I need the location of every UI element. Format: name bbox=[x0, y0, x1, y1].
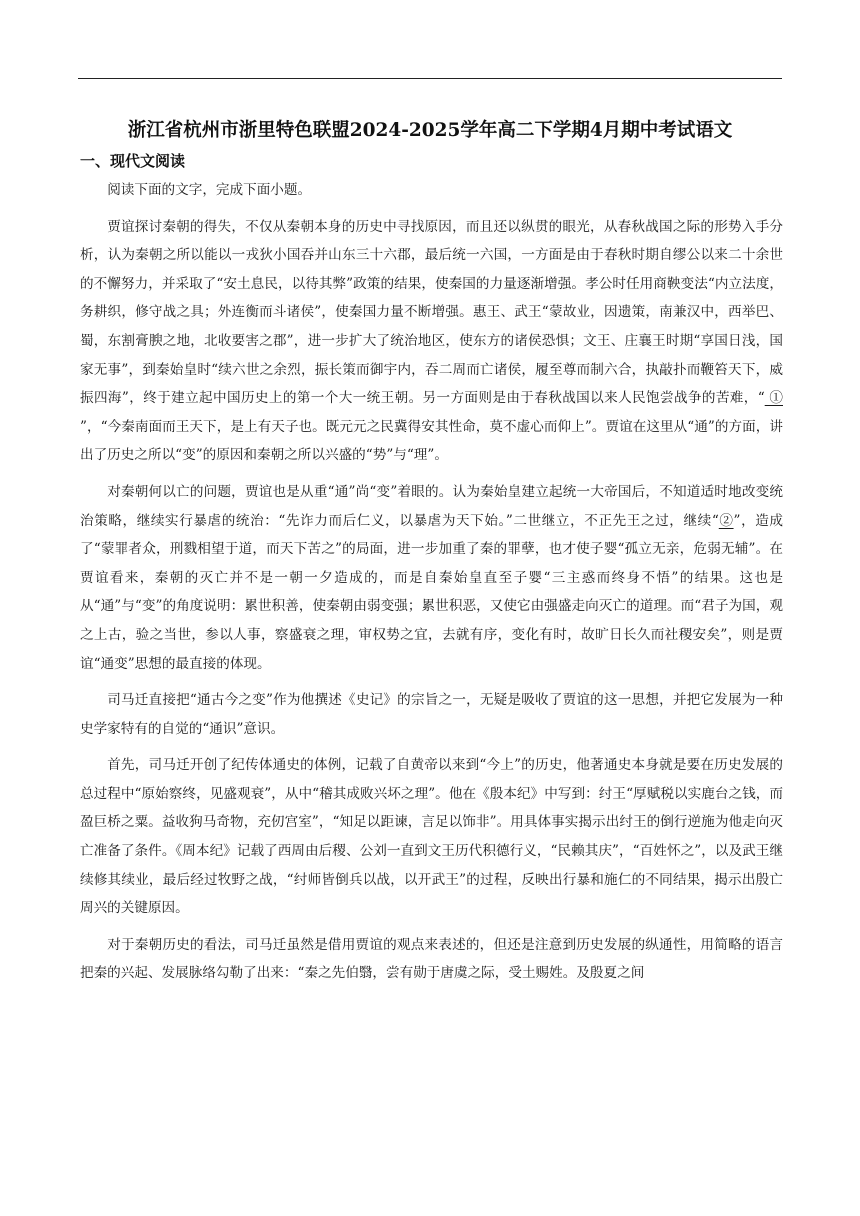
instruction-paragraph: 阅读下面的文字，完成下面小题。 bbox=[107, 182, 312, 198]
paragraph-1-text-b: ”，“今秦南面而王天下，是上有天子也。既元元之民冀得安其性命，莫不虚心而仰上”。贾谊在这里从“通”的方面，讲出了历史之所以“变”的原因和秦朝之所以兴盛的“势”与“理”。 bbox=[80, 418, 783, 464]
document-title: 浙江省杭州市浙里特色联盟2024-2025学年高二下学期4月期中考试语文 bbox=[127, 120, 733, 141]
section-heading: 一、现代文阅读 bbox=[80, 152, 186, 170]
paragraph-5: 对于秦朝历史的看法，司马迁虽然是借用贾谊的观点来表述的，但还是注意到历史发展的纵通性，用简略的语言把秦的兴起、发展脉络勾勒了出来：“秦之先伯翳，尝有勋于唐虞之际，受土赐姓。及殷夏之间 bbox=[80, 936, 783, 982]
header-rule bbox=[78, 78, 782, 79]
paragraph-2 bbox=[80, 478, 783, 678]
paragraph-1 bbox=[80, 213, 783, 470]
blank-2: ② bbox=[718, 512, 734, 529]
paragraph-2-text-b: ”，造成了“蒙罪者众，刑戮相望于道，而天下苦之”的局面，进一步加重了秦的罪孽，也才使子婴“孤立无亲，危弱无辅”。在贾谊看来，秦朝的灭亡并不是一朝一夕造成的，而是自秦始皇直至子婴“三主惑而终身不悟”的结果。这也是从“通”与“变”的角度说明：累世积善，使秦朝由弱变强；累世积恶，又使它由强盛走向灭亡的道理。而“君子为国，观之上古，验之当世，参以人事，察盛衰之理，审权势之宜，去就有序，变化有时，故旷日长久而社稷安矣”，则是贾谊“通变”思想的最直接的体现。 bbox=[80, 512, 784, 672]
paragraph-3: 司马迁直接把“通古今之变”作为他撰述《史记》的宗旨之一，无疑是吸收了贾谊的这一思想，并把它发展为一种史学家特有的自觉的“通识”意识。 bbox=[80, 692, 783, 737]
blank-1: ① bbox=[764, 390, 783, 407]
paragraph-1-text-a: 贾谊探讨秦朝的得失，不仅从秦朝本身的历史中寻找原因，而且还以纵贯的眼光，从春秋战国之际的形势入手分析，认为秦朝之所以能以一戎狄小国吞并山东三十六郡，最后统一六国，一方面是由于春秋时期自缪公以来二十余世的不懈努力，并采取了“安土息民，以待其弊”政策的结果，使秦国的力量逐渐增强。孝公时任用商鞅变法“内立法度，务耕织，修守战之具；外连衡而斗诸侯”，使秦国力量不断增强。惠王、武王“蒙故业，因遗策，南兼汉中，西举巴、蜀，东割膏腴之地，北收要害之郡”，进一步扩大了统治地区，使东方的诸侯恐惧；文王、庄襄王时期“享国日浅，国家无事”，到秦始皇时“续六世之余烈，振长策而御宇内，吞二周而亡诸侯，履至尊而制六合，执敲扑而鞭笞天下，威振四海”，终于建立起中国历史上的第一个大一统王朝。另一方面则是由于春秋战国以来人民饱尝战争的苦难，“ bbox=[80, 218, 783, 407]
paragraph-4: 首先，司马迁开创了纪传体通史的体例，记载了自黄帝以来到“今上”的历史，他著通史本身就是要在历史发展的总过程中“原始察终，见盛观衰”，从中“稽其成败兴坏之理”。他在《殷本纪》中写到：纣王“厚赋税以实鹿台之钱，而盈巨桥之粟。益收狗马奇物，充仞宫室”，“知足以距谏，言足以饰非”。用具体事实揭示出纣王的倒行逆施为他走向灭亡准备了条件。《周本纪》记载了西周由后稷、公刘一直到文王历代积德行义，“民赖其庆”，“百姓怀之”，以及武王继续修其续业，最后经过牧野之战，“纣师皆倒兵以战，以开武王”的过程，反映出行暴和施仁的不同结果，揭示出殷亡周兴的关键原因。 bbox=[80, 757, 783, 917]
paragraph-2-text-a: 对秦朝何以亡的问题，贾谊也是从重“通”尚“变”着眼的。认为秦始皇建立起统一大帝国后，不知道适时地改变统治策略，继续实行暴虐的统治：“先诈力而后仁义，以暴虐为天下始。”二世继立，不正先王之过，继续“ bbox=[80, 483, 783, 529]
article-body bbox=[80, 176, 783, 996]
